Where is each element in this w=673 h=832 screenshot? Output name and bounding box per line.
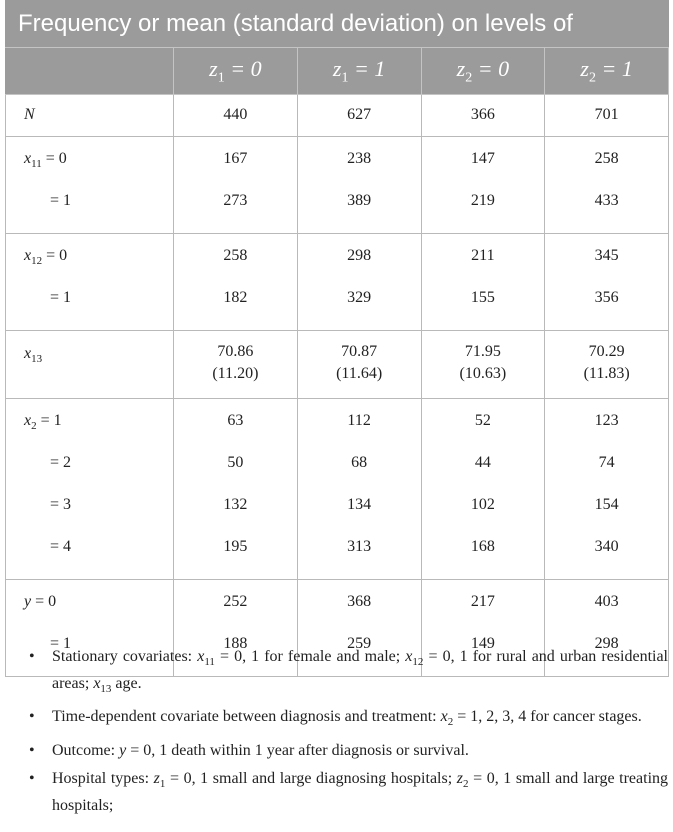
cell: 258 182 <box>174 234 298 331</box>
cell: 63 50 132 195 <box>174 399 298 580</box>
table-title: Frequency or mean (standard deviation) on levels of <box>6 1 669 48</box>
note-stationary-covariates: • Stationary covariates: $x_{11} = 0$, 1 for female and male; $x_{12} = 0$, 1 for rural and urban residential areas; $x_{13}$ age. <box>29 648 669 696</box>
header-blank <box>6 48 174 95</box>
cell: 403 298 <box>545 580 669 677</box>
table-row-n <box>6 95 669 137</box>
bullet-icon: • <box>29 769 35 787</box>
cell: 440 <box>174 95 298 137</box>
table-row-x13 <box>6 331 669 399</box>
cell: 52 44 102 168 <box>421 399 545 580</box>
table-row-x11 <box>6 137 669 234</box>
table-row-x2 <box>6 399 669 580</box>
table-container <box>5 0 668 677</box>
bullet-icon: • <box>29 708 35 726</box>
cell: 252 188 <box>174 580 298 677</box>
row-label-x2: $x_2 = 1$ = 2 = 3 = 4 <box>6 399 174 580</box>
note-time-dependent-covariate: • Time-dependent covariate between diagnosis and treatment: $x_2 = 1$, 2, 3, 4 for cancer stages. <box>29 708 642 729</box>
cell: 112 68 134 313 <box>297 399 421 580</box>
cell: 238 389 <box>297 137 421 234</box>
cell: 298 329 <box>297 234 421 331</box>
cell: 70.86 (11.20) <box>174 331 298 399</box>
cell: 167 273 <box>174 137 298 234</box>
row-label-x13: $x_{13}$ <box>6 331 174 399</box>
row-label-x12: $x_{12} = 0$ = 1 <box>6 234 174 331</box>
cell: 211 155 <box>421 234 545 331</box>
frequency-table <box>5 0 669 677</box>
row-label-y: y = 0 = 1 <box>6 580 174 677</box>
cell: 258 433 <box>545 137 669 234</box>
cell: 368 259 <box>297 580 421 677</box>
cell: 345 356 <box>545 234 669 331</box>
bullet-icon: • <box>29 741 35 759</box>
bullet-icon: • <box>29 648 35 665</box>
cell: 147 219 <box>421 137 545 234</box>
cell: 217 149 <box>421 580 545 677</box>
cell: 71.95 (10.63) <box>421 331 545 399</box>
cell: 123 74 154 340 <box>545 399 669 580</box>
cell: 701 <box>545 95 669 137</box>
col-header-z1-1: $z_1 = 1$ <box>297 48 421 95</box>
row-label-n: N <box>6 95 174 137</box>
note-outcome: • Outcome: y = 0, 1 death within 1 year after diagnosis or survival. <box>5 740 668 762</box>
note-hospital-types: • Hospital types: $z_1 = 0$, 1 small and large diagnosing hospitals; $z_2 = 0$, 1 small and large treating hospitals; <box>29 769 669 814</box>
col-header-z1-0: $z_1 = 0$ <box>174 48 298 95</box>
cell: 627 <box>297 95 421 137</box>
cell: 366 <box>421 95 545 137</box>
row-label-x11: $x_{11} = 0$ = 1 <box>6 137 174 234</box>
cell: 70.87 (11.64) <box>297 331 421 399</box>
cell: 70.29 (11.83) <box>545 331 669 399</box>
col-header-z2-0: $z_2 = 0$ <box>421 48 545 95</box>
table-row-x12 <box>6 234 669 331</box>
table-notes <box>5 646 668 823</box>
col-header-z2-1: $z_2 = 1$ <box>545 48 669 95</box>
